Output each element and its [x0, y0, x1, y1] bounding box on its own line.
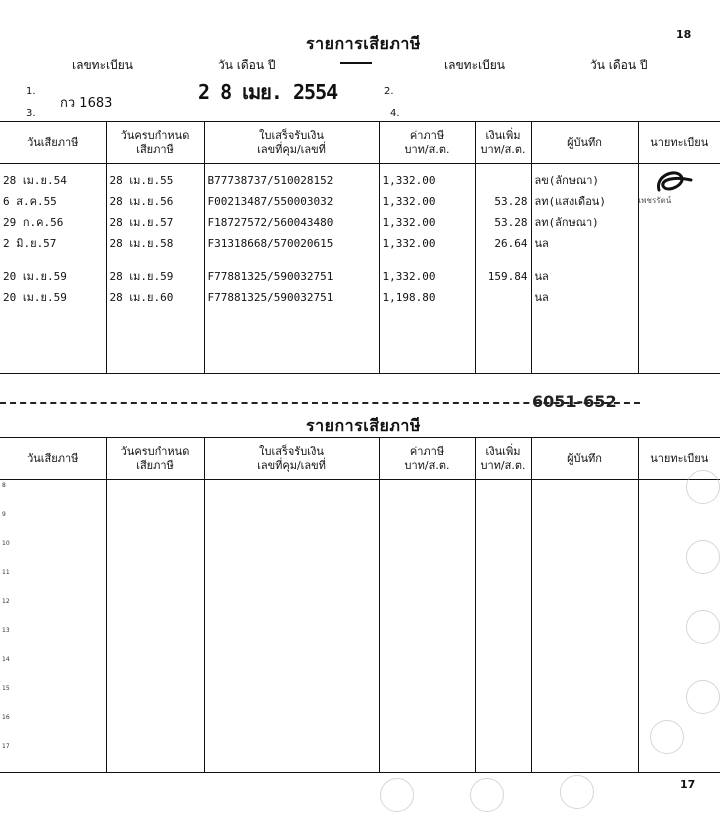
- reg-value-1: กว 1683: [60, 96, 113, 111]
- table-row: 20 เม.ย.59: [3, 270, 67, 283]
- receipt-column: [204, 164, 379, 374]
- table-row: 2 มิ.ย.57: [3, 237, 57, 250]
- tax-table-bottom: [0, 437, 720, 773]
- extra-column: [475, 164, 531, 374]
- due-cell: 28 เม.ย.60: [109, 291, 174, 304]
- tax-table-top: [0, 121, 720, 374]
- right-reg-label: เลขทะเบียน: [444, 58, 505, 72]
- due-cell: 28 เม.ย.58: [109, 237, 174, 250]
- row-number: 15: [2, 685, 10, 692]
- receipt-cell: F00213487/550003032: [207, 195, 334, 208]
- tax-column: [379, 480, 475, 773]
- table-row: 28 เม.ย.54: [3, 174, 67, 187]
- recorder-cell: นล: [534, 237, 549, 250]
- page-number-bottom: 17: [680, 778, 696, 791]
- extra-cell: 159.84: [487, 270, 528, 283]
- row-number: 11: [2, 569, 10, 576]
- recorder-column: [531, 164, 638, 374]
- watermark-seal: [560, 775, 594, 809]
- tax-cell: 1,332.00: [382, 174, 436, 187]
- extra-cell: [476, 287, 531, 308]
- watermark-seal: [686, 470, 720, 504]
- right-date-label: วัน เดือน ปี: [590, 58, 648, 72]
- section-title-bottom: รายการเสียภาษี: [306, 416, 421, 435]
- receipt-cell: F18727572/560043480: [207, 216, 334, 229]
- left-date-label: วัน เดือน ปี: [218, 58, 276, 72]
- recorder-cell: ลข(ลักษณา): [534, 174, 600, 187]
- extra-column: [475, 480, 531, 773]
- col-header-receipt: ใบเสร็จรับเงิน เลขที่คุม/เลขที่: [204, 438, 379, 480]
- reg-number-4: 4.: [390, 108, 400, 119]
- table-row: 29 ก.ค.56: [3, 216, 64, 229]
- registrar-column: [638, 164, 720, 374]
- col-header-receipt: ใบเสร็จรับเงิน เลขที่คุม/เลขที่: [204, 122, 379, 164]
- watermark-seal: [686, 680, 720, 714]
- tax-cell: 1,198.80: [382, 291, 436, 304]
- col-header-paid: วันเสียภาษี: [0, 438, 106, 480]
- extra-cell: [476, 170, 531, 191]
- tax-cell: 1,332.00: [382, 237, 436, 250]
- row-number: 17: [2, 743, 10, 750]
- receipt-cell: B77738737/510028152: [207, 174, 334, 187]
- row-number: 10: [2, 540, 10, 547]
- tax-cell: 1,332.00: [382, 216, 436, 229]
- row-number: 12: [2, 598, 10, 605]
- due-cell: 28 เม.ย.56: [109, 195, 174, 208]
- due-column: [106, 164, 204, 374]
- col-header-registrar: นายทะเบียน: [638, 122, 720, 164]
- extra-cell: 26.64: [494, 237, 528, 250]
- reg-number-2: 2.: [384, 86, 394, 97]
- recorder-cell: นล: [534, 270, 549, 283]
- recorder-cell: นล: [534, 291, 549, 304]
- col-header-tax: ค่าภาษี บาท/ส.ต.: [379, 122, 475, 164]
- table-row: [0, 326, 106, 347]
- receipt-cell: F31318668/570020615: [207, 237, 334, 250]
- row-number: 16: [2, 714, 10, 721]
- paid-column: [0, 480, 106, 773]
- left-reg-label: เลขทะเบียน: [72, 58, 133, 72]
- due-cell: 28 เม.ย.59: [109, 270, 174, 283]
- col-header-due: วันครบกำหนด เสียภาษี: [106, 438, 204, 480]
- watermark-seal: [380, 778, 414, 812]
- row-number: 9: [2, 511, 6, 518]
- extra-cell: 53.28: [494, 216, 528, 229]
- registrar-cell: เพชรรัตน์: [638, 196, 672, 205]
- table-row: 20 เม.ย.59: [3, 291, 67, 304]
- col-header-recorder: ผู้บันทึก: [531, 438, 638, 480]
- tax-column: [379, 164, 475, 374]
- page-number-top: 18: [676, 28, 692, 41]
- partial-serial: 6051-652: [532, 392, 617, 411]
- stamp-date: 2 8 เมย. 2554: [198, 80, 338, 104]
- recorder-cell: ลท(ลักษณา): [534, 216, 599, 229]
- section-title-top: รายการเสียภาษี: [306, 34, 421, 53]
- row-number: 8: [2, 482, 6, 489]
- recorder-cell: ลท(แสงเดือน): [534, 195, 606, 208]
- extra-cell: 53.28: [494, 195, 528, 208]
- header-dash: [340, 62, 372, 64]
- row-number: 14: [2, 656, 10, 663]
- due-cell: 28 เม.ย.57: [109, 216, 174, 229]
- receipt-cell: F77881325/590032751: [207, 270, 334, 283]
- col-header-paid: วันเสียภาษี: [0, 122, 106, 164]
- recorder-column: [531, 480, 638, 773]
- col-header-tax: ค่าภาษี บาท/ส.ต.: [379, 438, 475, 480]
- watermark-seal: [650, 720, 684, 754]
- row-number: 13: [2, 627, 10, 634]
- paid-column: [0, 164, 106, 374]
- receipt-column: [204, 480, 379, 773]
- col-header-extra: เงินเพิ่ม บาท/ส.ต.: [475, 438, 531, 480]
- reg-number-1: 1.: [26, 86, 36, 97]
- watermark-seal: [686, 540, 720, 574]
- watermark-seal: [470, 778, 504, 812]
- tax-cell: 1,332.00: [382, 195, 436, 208]
- col-header-due: วันครบกำหนด เสียภาษี: [106, 122, 204, 164]
- tax-cell: 1,332.00: [382, 270, 436, 283]
- col-header-extra: เงินเพิ่ม บาท/ส.ต.: [475, 122, 531, 164]
- col-header-recorder: ผู้บันทึก: [531, 122, 638, 164]
- watermark-seal: [686, 610, 720, 644]
- due-column: [106, 480, 204, 773]
- table-row: 6 ส.ค.55: [3, 195, 57, 208]
- receipt-cell: F77881325/590032751: [207, 291, 334, 304]
- col-header-registrar: นายทะเบียน: [638, 438, 720, 480]
- reg-number-3: 3.: [26, 108, 36, 119]
- due-cell: 28 เม.ย.55: [109, 174, 174, 187]
